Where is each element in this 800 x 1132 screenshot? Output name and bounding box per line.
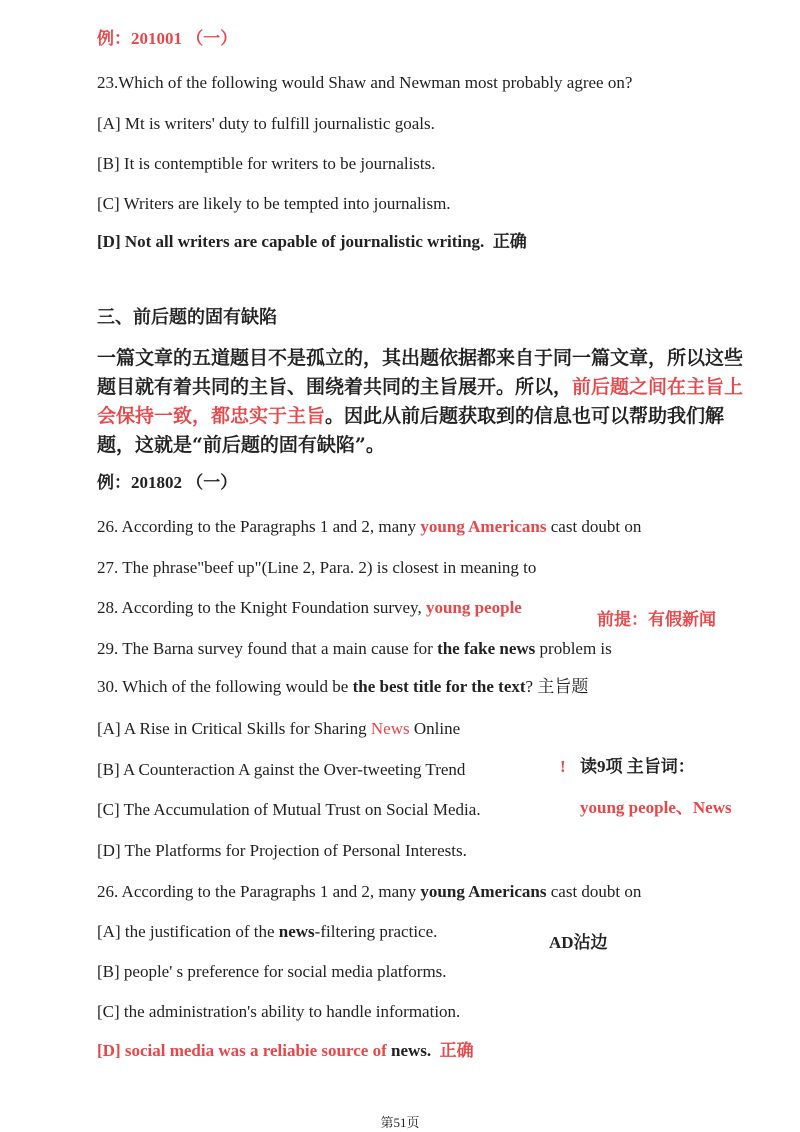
para-highlight: 前后题之间在主旨上会保持一致，都忠实于主旨 — [97, 376, 744, 427]
q28-highlight: young people — [425, 598, 522, 617]
example-label-201802: 例：201802 （一） — [97, 473, 238, 492]
q23-option-d — [97, 231, 527, 253]
q30-option-d: [D] The Platforms for Projection of Personal Interests. — [97, 841, 467, 860]
q26-option-b: [B] people' s preference for social media platforms. — [97, 962, 447, 981]
section-paragraph — [97, 344, 757, 460]
question-28: 28. According to the Knight Foundation survey, young people — [97, 598, 522, 617]
q29-bold: the fake news — [437, 639, 536, 658]
q26-option-c: [C] the administration's ability to handle information. — [97, 1002, 461, 1021]
q23-option-c: [C] Writers are likely to be tempted into journalism. — [97, 194, 451, 213]
q26-option-a: [A] the justification of the news-filtering practice. — [97, 922, 438, 941]
para-part-a: 一篇文章的五道题目不是孤立的，其出题依据都来自于同一篇文章，所以这些题目就有着共同的主旨、围绕着共同的主旨展开。所以， — [97, 347, 744, 398]
note-premise: 前提：有假新闻 — [597, 610, 716, 629]
question-23: 23.Which of the following would Shaw and Newman most probably agree on? — [97, 73, 633, 92]
q30-option-a: [A] A Rise in Critical Skills for Sharing News Online — [97, 719, 461, 738]
note-ad: AD沾边 — [549, 933, 608, 952]
q26-a-bold: news — [278, 922, 315, 941]
example-label-201001: 例：201001 （一） — [97, 29, 238, 48]
question-26-repeat: 26. According to the Paragraphs 1 and 2, many young Americans cast doubt on — [97, 882, 642, 901]
note-keywords: young people、News — [580, 798, 732, 817]
section-heading: 三、前后题的固有缺陷 — [97, 307, 277, 328]
note-read9: 读9项 主旨词： — [580, 757, 695, 776]
q30-a-highlight: News — [370, 719, 410, 738]
q26-d-bold: news — [391, 1041, 427, 1060]
q23-option-b: [B] It is contemptible for writers to be journalists. — [97, 154, 436, 173]
q23-correct-mark: 正确 — [492, 232, 527, 251]
question-26: 26. According to the Paragraphs 1 and 2, many young Americans cast doubt on — [97, 517, 642, 536]
question-30: 30. Which of the following would be the best title for the text? 主旨题 — [97, 677, 589, 696]
q26-option-d: [D] social media was a reliabie source of news. 正确 — [97, 1041, 474, 1060]
q23-answer-text: [D] Not all writers are capable of journalistic writing. — [97, 232, 485, 251]
q30-bold: the best title for the text — [352, 677, 526, 696]
page-number: 第51页 — [380, 1115, 420, 1130]
q26-highlight: young Americans — [420, 517, 547, 536]
q30-option-c: [C] The Accumulation of Mutual Trust on Social Media. — [97, 800, 481, 819]
q23-option-a: [A] Mt is writers' duty to fulfill journalistic goals. — [97, 114, 435, 133]
q26-correct-mark: 正确 — [439, 1041, 474, 1060]
para-part-b: 。因此从前后题获取到的信息也可以帮助我们解题，这就是“前后题的固有缺陷”。 — [97, 405, 725, 456]
q26-repeat-bold: young Americans — [420, 882, 547, 901]
note-exclaim: ! — [560, 757, 566, 776]
question-27: 27. The phrase"beef up"(Line 2, Para. 2) is closest in meaning to — [97, 558, 537, 577]
question-29: 29. The Barna survey found that a main cause for the fake news problem is — [97, 639, 612, 658]
q30-option-b: [B] A Counteraction A gainst the Over-tweeting Trend — [97, 760, 466, 779]
